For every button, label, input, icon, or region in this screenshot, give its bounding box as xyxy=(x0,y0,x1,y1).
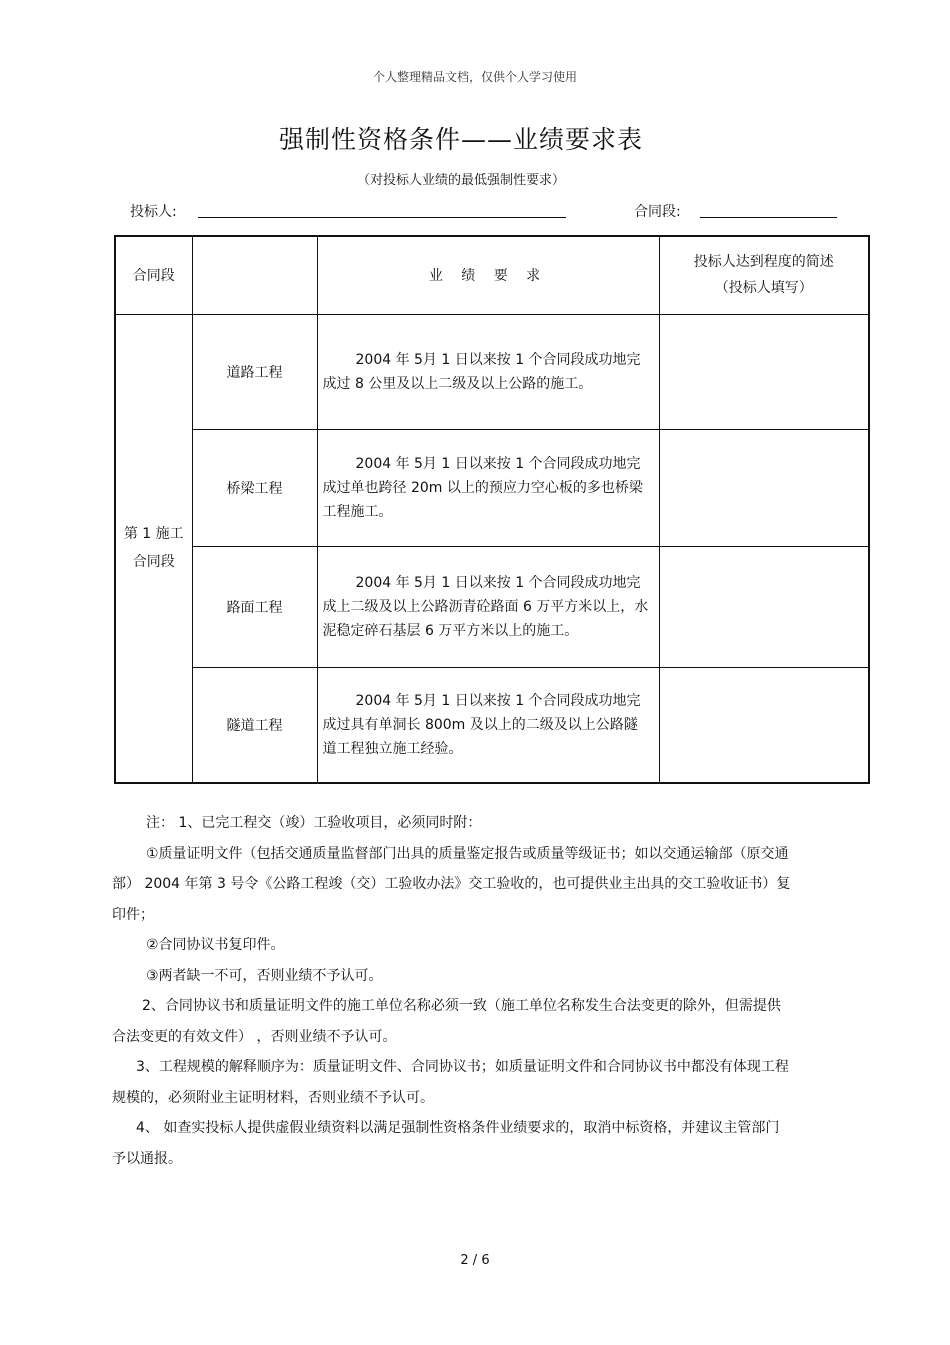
fill-in-cell[interactable] xyxy=(659,667,869,783)
note-3: 3、工程规模的解释顺序为：质量证明文件、合同协议书；如质量证明文件和合同协议书中都没有体现工程规模的，必须附业主证明材料，否则业绩不予认可。 xyxy=(112,1059,789,1106)
header-requirement: 业 绩 要 求 xyxy=(317,236,659,314)
note-4: 4、 如查实投标人提供虚假业绩资料以满足强制性资格条件业绩要求的，取消中标资格，并建议主管部门予以通报。 xyxy=(112,1120,780,1167)
page-number: 2 / 6 xyxy=(460,1253,490,1268)
note-1c: ③两者缺一不可，否则业绩不予认可。 xyxy=(146,967,383,984)
bidder-blank-line xyxy=(198,217,566,218)
section-cell xyxy=(115,314,192,783)
table-row xyxy=(115,314,869,429)
section-line1: 第 1 施工 xyxy=(123,526,184,543)
table-row xyxy=(115,429,869,546)
table-row xyxy=(115,546,869,667)
watermark-text: 个人整理精品文档，仅供个人学习使用 xyxy=(372,70,577,84)
bidder-label: 投标人: xyxy=(130,204,177,220)
header-description-line1: 投标人达到程度的简述 xyxy=(693,254,834,271)
header-section: 合同段 xyxy=(115,236,192,314)
performance-requirements-table xyxy=(114,235,870,784)
page-title: 强制性资格条件——业绩要求表 xyxy=(278,125,643,154)
requirement-cell: 2004 年 5月 1 日以来按 1 个合同段成功地完成过 8 公里及以上二级及以上公路的施工。 xyxy=(317,314,659,429)
header-description-line2: （投标人填写） xyxy=(714,280,813,297)
work-type-cell: 路面工程 xyxy=(192,546,317,667)
contract-section-blank-line xyxy=(700,217,837,218)
note-2: 2、合同协议书和质量证明文件的施工单位名称必须一致（施工单位名称发生合法变更的除外，但需提供合法变更的有效文件） ，否则业绩不予认可。 xyxy=(112,998,781,1045)
work-type-cell: 桥梁工程 xyxy=(192,429,317,546)
contract-section-label: 合同段: xyxy=(634,204,681,220)
fill-in-cell[interactable] xyxy=(659,429,869,546)
fill-in-cell[interactable] xyxy=(659,546,869,667)
notes-section xyxy=(112,808,792,1174)
work-type-cell: 隧道工程 xyxy=(192,667,317,783)
requirement-cell: 2004 年 5月 1 日以来按 1 个合同段成功地完成过单也跨径 20m 以上的预应力空心板的多也桥梁工程施工。 xyxy=(317,429,659,546)
note-1: 注： 1、已完工程交（竣）工验收项目，必须同时附： xyxy=(146,815,482,831)
requirement-cell: 2004 年 5月 1 日以来按 1 个合同段成功地完成上二级及以上公路沥青砼路面 6 万平方米以上，水泥稳定碎石基层 6 万平方米以上的施工。 xyxy=(317,546,659,667)
work-type-cell: 道路工程 xyxy=(192,314,317,429)
requirement-cell: 2004 年 5月 1 日以来按 1 个合同段成功地完成过具有单洞长 800m 及以上的二级及以上公路隧道工程独立施工经验。 xyxy=(317,667,659,783)
section-line2: 合同段 xyxy=(132,554,175,571)
table-row xyxy=(115,667,869,783)
header-blank xyxy=(192,236,317,314)
page-subtitle: （对投标人业绩的最低强制性要求） xyxy=(356,173,565,188)
note-1a: ①质量证明文件（包括交通质量监督部门出具的质量鉴定报告或质量等级证书；如以交通运输部（原交通部） 2004 年第 3 号令《公路工程竣（交）工验收办法》交工验收的，也可提供业主出具的交工验收证书）复印件； xyxy=(112,845,791,923)
table-header-row xyxy=(115,236,869,314)
header-description xyxy=(659,236,869,314)
note-1b: ②合同协议书复印件。 xyxy=(146,937,285,953)
fill-in-cell[interactable] xyxy=(659,314,869,429)
